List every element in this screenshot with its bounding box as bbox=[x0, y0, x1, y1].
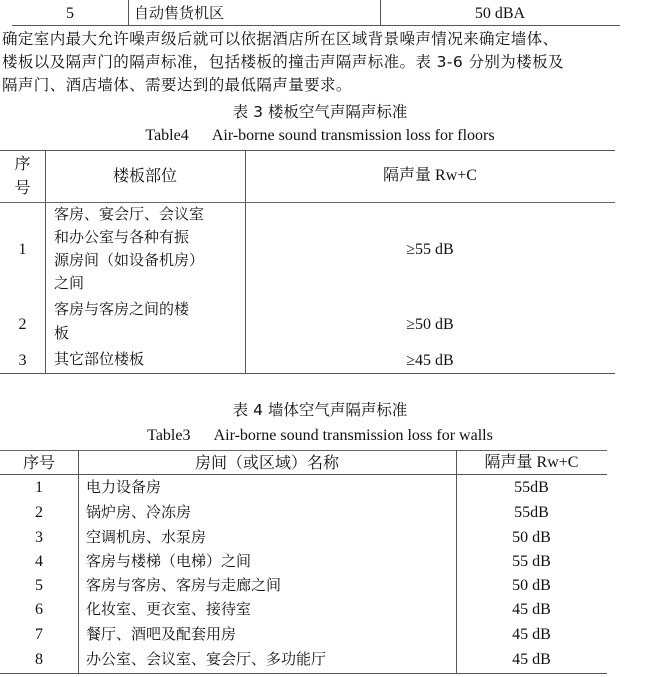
table-bottom-border bbox=[0, 673, 607, 674]
prev-row-no: 5 bbox=[66, 5, 74, 22]
row-value: 45 dB bbox=[512, 651, 551, 668]
row-room: 化妆室、更衣室、接待室 bbox=[86, 600, 252, 618]
table-top-border bbox=[0, 150, 615, 151]
row-no: 2 bbox=[35, 504, 43, 521]
prev-row-value: 50 dBA bbox=[474, 5, 526, 22]
row-room: 空调机房、水泵房 bbox=[86, 528, 207, 546]
row-part: 客房与客房之间的楼 bbox=[54, 300, 190, 318]
row-part: 板 bbox=[54, 324, 70, 342]
row-room: 客房与楼梯（电梯）之间 bbox=[86, 552, 252, 570]
row-part: 其它部位楼板 bbox=[54, 350, 145, 368]
table3-caption-en: Table4 Air-borne sound transmission loss for floors bbox=[145, 127, 495, 144]
table-bottom-border bbox=[0, 373, 615, 374]
row-no: 8 bbox=[35, 651, 43, 668]
row-value: ≥50 dB bbox=[406, 316, 454, 333]
row-no: 3 bbox=[18, 352, 27, 369]
header-bottom-border bbox=[0, 474, 607, 475]
column-divider bbox=[78, 450, 79, 673]
row-room: 电力设备房 bbox=[86, 478, 162, 496]
paragraph-line: 隔声门、酒店墙体、需要达到的最低隔声量要求。 bbox=[2, 76, 352, 94]
table-bottom-border bbox=[12, 25, 620, 26]
header-room: 房间（或区域）名称 bbox=[194, 453, 339, 472]
row-value: 55 dB bbox=[512, 553, 551, 570]
row-room: 客房与客房、客房与走廊之间 bbox=[86, 576, 282, 594]
header-value: 隔声量 Rw+C bbox=[383, 167, 477, 184]
row-part: 之间 bbox=[54, 274, 85, 292]
row-no: 1 bbox=[35, 479, 43, 496]
row-room: 锅炉房、冷冻房 bbox=[86, 503, 192, 521]
header-no-2: 号 bbox=[14, 178, 31, 197]
row-no: 6 bbox=[35, 601, 43, 618]
row-no: 2 bbox=[18, 316, 27, 333]
paragraph-line: 确定室内最大允许噪声级后就可以依据酒店所在区域背景噪声情况来确定墙体、 bbox=[2, 30, 559, 48]
prev-row-area: 自动售货机区 bbox=[134, 4, 225, 22]
row-value: 45 dB bbox=[512, 601, 551, 618]
row-no: 7 bbox=[35, 626, 43, 643]
row-value: ≥45 dB bbox=[406, 352, 454, 369]
row-no: 5 bbox=[35, 577, 43, 594]
row-value: 50 dB bbox=[512, 577, 551, 594]
column-divider bbox=[128, 0, 129, 25]
paragraph-line: 楼板以及隔声门的隔声标准，包括楼板的撞击声隔声标准。表 3-6 分别为楼板及 bbox=[2, 53, 564, 71]
row-room: 餐厅、酒吧及配套用房 bbox=[86, 625, 237, 643]
table3-caption-cn: 表 3 楼板空气声隔声标准 bbox=[232, 103, 408, 121]
row-no: 4 bbox=[35, 553, 43, 570]
header-part: 楼板部位 bbox=[112, 166, 177, 185]
row-no: 1 bbox=[18, 241, 27, 258]
header-no-1: 序 bbox=[14, 154, 31, 173]
row-value: 45 dB bbox=[512, 626, 551, 643]
row-value: 55dB bbox=[514, 479, 549, 496]
table4-caption-cn: 表 4 墙体空气声隔声标准 bbox=[232, 401, 408, 419]
row-value: 50 dB bbox=[512, 529, 551, 546]
row-no: 3 bbox=[35, 529, 43, 546]
row-part: 和办公室与各种有振 bbox=[54, 228, 190, 246]
header-value: 隔声量 Rw+C bbox=[484, 454, 579, 471]
row-part: 客房、宴会厅、会议室 bbox=[54, 205, 205, 223]
row-part: 源房间（如设备机房） bbox=[54, 251, 205, 269]
table4-caption-en: Table3 Air-borne sound transmission loss for walls bbox=[147, 427, 493, 444]
row-room: 办公室、会议室、宴会厅、多功能厅 bbox=[86, 650, 327, 668]
row-value: 55dB bbox=[514, 504, 549, 521]
header-no: 序号 bbox=[22, 453, 55, 472]
row-value: ≥55 dB bbox=[406, 241, 454, 258]
